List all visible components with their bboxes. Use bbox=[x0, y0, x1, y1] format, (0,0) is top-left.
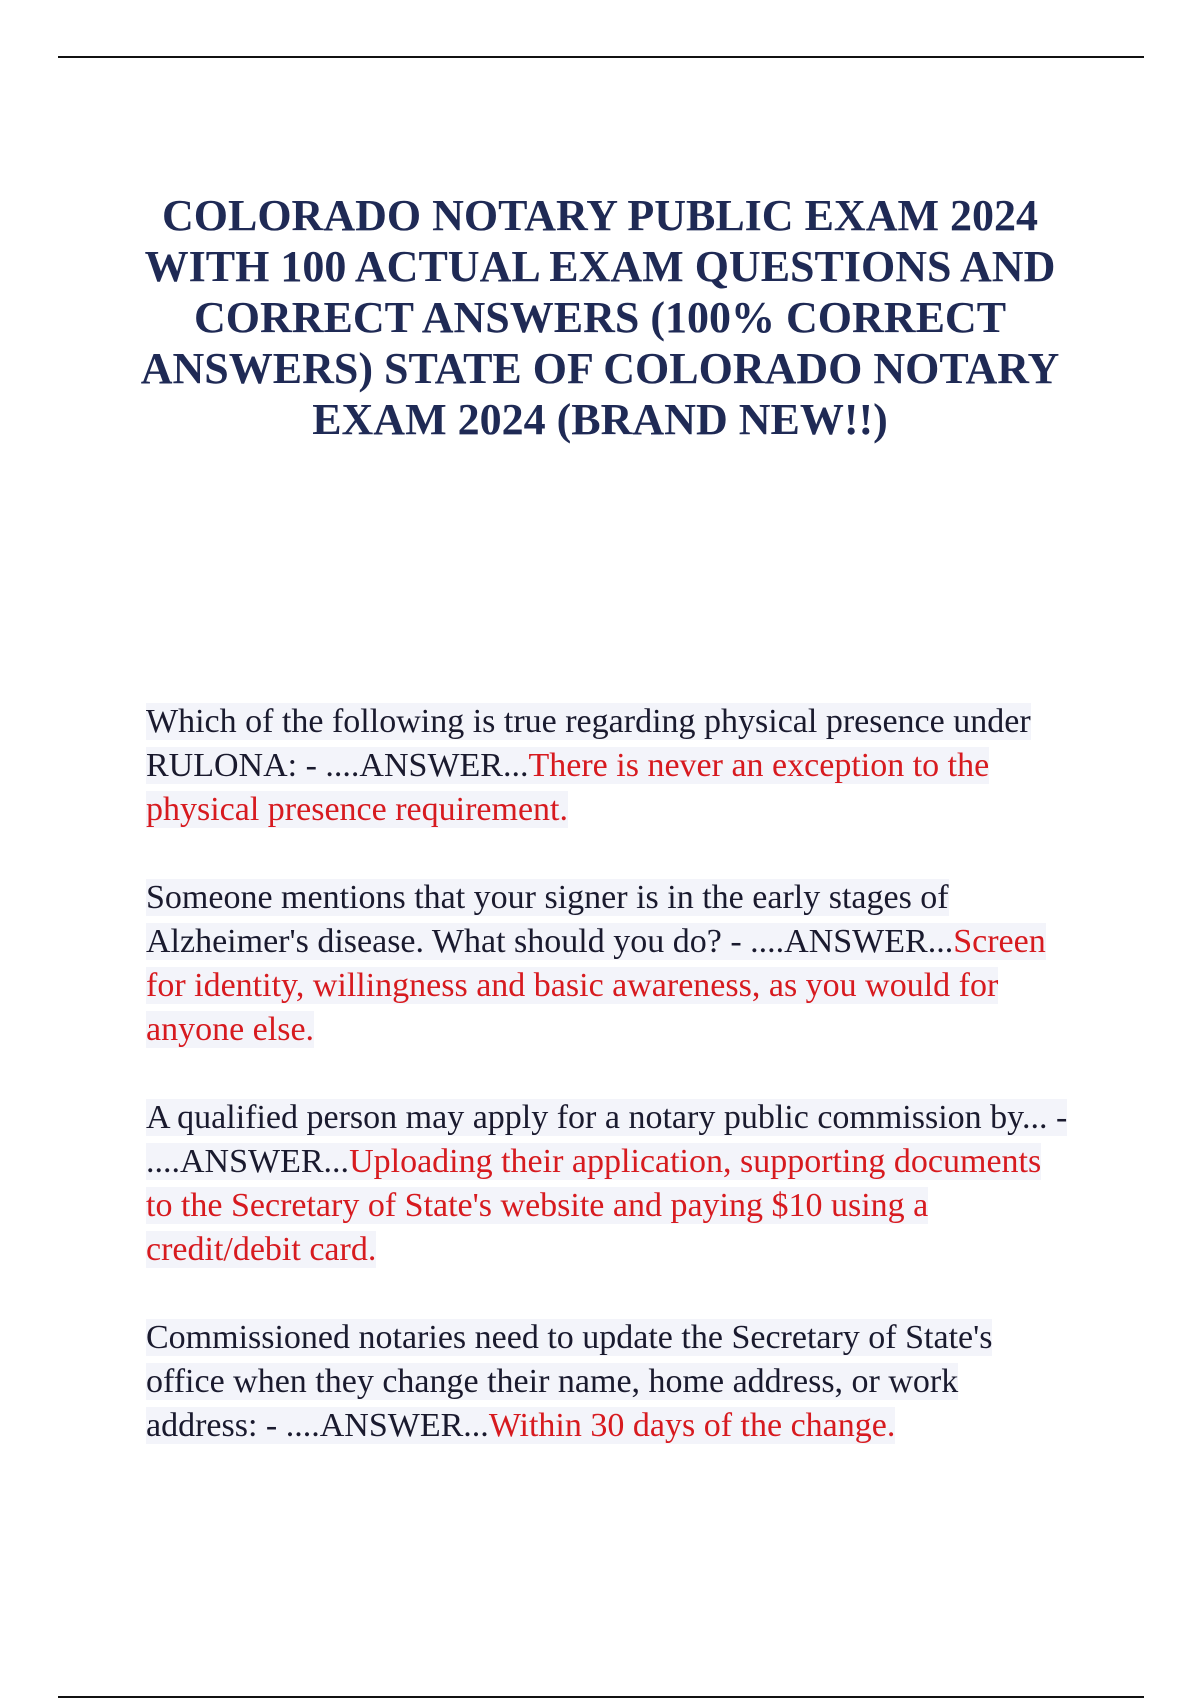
document-title: COLORADO NOTARY PUBLIC EXAM 2024 WITH 100 ACTUAL EXAM QUESTIONS AND CORRECT ANSWERS (100% CORRECT ANSWERS) STATE OF COLORADO NOTARY EXAM 2024 (BRAND NEW!!) bbox=[140, 191, 1060, 444]
question-text: Which of the following is true regarding physical presence under RULONA: bbox=[146, 703, 1031, 784]
qa-item bbox=[146, 1316, 1076, 1448]
answer-marker: - ....ANSWER... bbox=[257, 1407, 489, 1444]
question-text: A qualified person may apply for a notary public commission by... bbox=[146, 1099, 1048, 1136]
answer-text: There is never an exception to the physical presence requirement. bbox=[146, 747, 990, 828]
answer-marker: - ....ANSWER... bbox=[146, 1099, 1068, 1180]
qa-item bbox=[146, 876, 1076, 1052]
qa-item bbox=[146, 700, 1076, 832]
answer-text: Uploading their application, supporting documents to the Secretary of State's website and paying $10 using a credit/debit card. bbox=[146, 1143, 1042, 1268]
answer-marker: - ....ANSWER... bbox=[297, 747, 529, 784]
answer-text: Within 30 days of the change. bbox=[488, 1407, 896, 1444]
question-text: Someone mentions that your signer is in the early stages of Alzheimer's disease. What should you do? bbox=[146, 879, 949, 960]
answer-marker: - ....ANSWER... bbox=[721, 923, 954, 960]
top-divider bbox=[58, 56, 1144, 58]
answer-text: Screen for identity, willingness and basic awareness, as you would for anyone else. bbox=[146, 923, 1046, 1048]
question-text: Commissioned notaries need to update the Secretary of State's office when they change their name, home address, or work address: bbox=[146, 1319, 993, 1444]
qa-item bbox=[146, 1096, 1076, 1272]
bottom-divider bbox=[58, 1696, 1144, 1698]
qa-list bbox=[146, 700, 1076, 1492]
